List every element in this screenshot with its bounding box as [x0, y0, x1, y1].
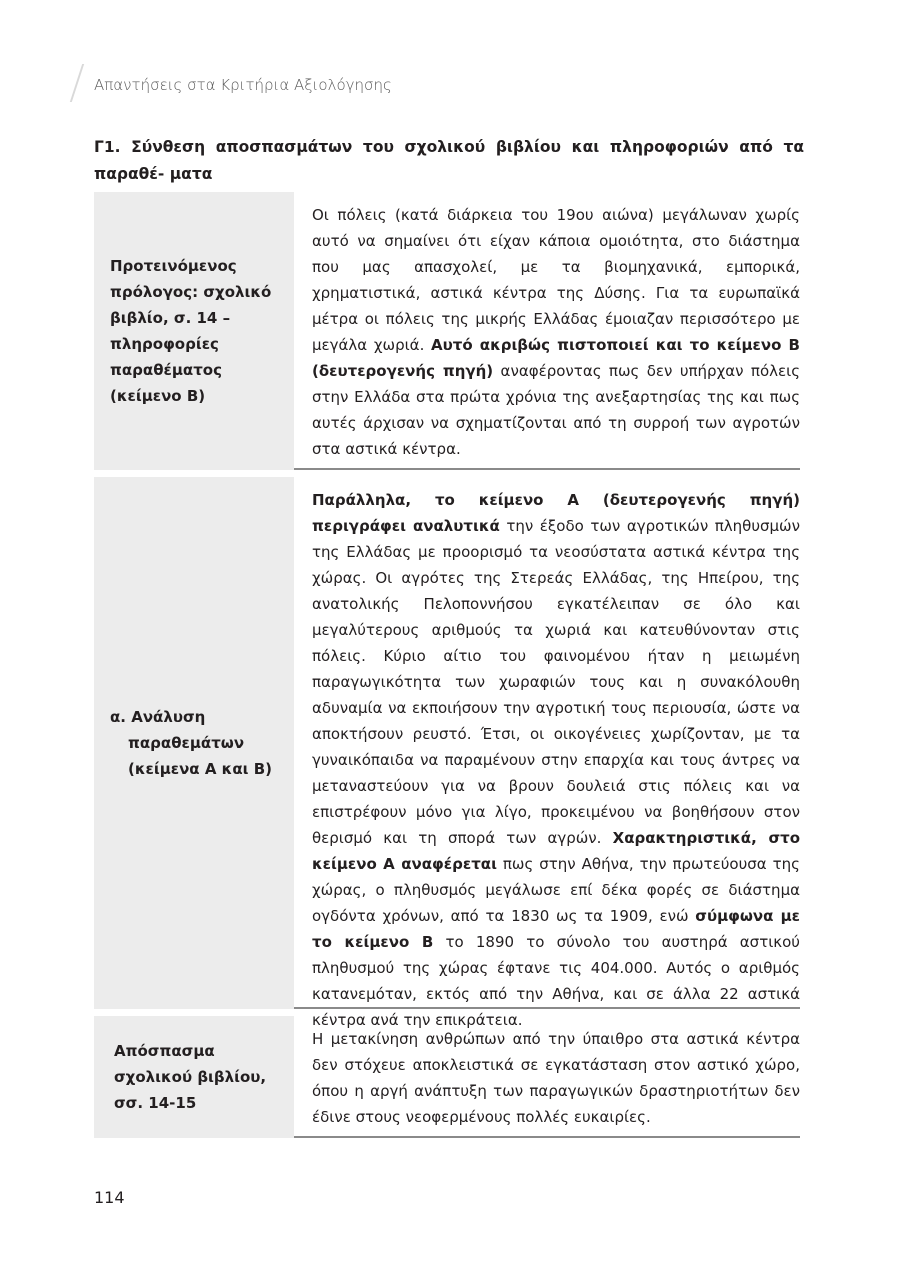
page-number: 114: [94, 1188, 125, 1207]
text-run: Οι πόλεις (κατά διάρκεια του 19ου αιώνα) μεγάλωναν χωρίς αυτό να σημαίνει ότι είχαν κάποια ομοιότητα, στο διάστημα που μας απασχολεί, με τα βιομηχανικά, εμπορικά, χρηματιστικά, αστικά κέντρα της Δύσης. Για τα ευρωπαϊκά μέτρα οι πόλεις της μικρής Ελλάδας έμοιαζαν περισσότερο με μεγάλα χωριά.: [312, 206, 800, 354]
row-content-cell: [294, 192, 800, 470]
table-row: [94, 1016, 800, 1138]
text-run: πως στην Αθήνα, την πρωτεύουσα της χώρας, ο πληθυσμός μεγάλωσε επί δέκα φορές σε διάστημα ογδόντα χρόνων, από τα 1830 ως τα 1909, ενώ: [312, 855, 800, 925]
emphasis-run: Παράλληλα, το κείμενο Α (δευτερογενής πηγή) περιγράφει αναλυτικά: [312, 491, 800, 535]
row-label-cell: [94, 1016, 294, 1138]
header-divider: [70, 64, 90, 102]
row-label: α. Ανάλυση παραθεμάτων (κείμενα Α και Β): [110, 708, 272, 778]
emphasis-run: σύμφωνα με το κείμενο Β: [312, 907, 800, 951]
row-label: Απόσπασμα σχολικού βιβλίου, σσ. 14-15: [114, 1042, 267, 1112]
row-label: Προτεινόμενος πρόλογος: σχολικό βιβλίο, σ. 14 – πληροφορίες παραθέματος (κείμενο Β): [110, 257, 272, 405]
table-row: [94, 477, 800, 1029]
row-label-cell: [94, 477, 294, 1009]
text-run: την έξοδο των αγροτικών πληθυσμών της Ελλάδας με προορισμό τα νεοσύστατα αστικά κέντρα της χώρας. Οι αγρότες της Στερεάς Ελλάδας, της Ηπείρου, της ανατολικής Πελοποννήσου εγκατέλειπαν σε όλο και μεγαλύτερους αριθμούς τα χωριά και κατευθύνονταν στις πόλεις. Κύριο αίτιο του φαινομένου ήταν η μειωμένη παραγωγικότητα των χωραφιών τους και η συνακόλουθη αδυναμία να εκποιήσουν την αγροτική τους περιουσία, ώστε να αποκτήσουν ρευστό. Έτσι, οι οικογένειες χωρίζονταν, με τα γυναικόπαιδα να παραμένουν στην επαρχία και τους άντρες να μεταναστεύουν για να βρουν δουλειά στις πόλεις και να επιστρέφουν μόνο για λίγο, προκειμένου να βοηθήσουν στον θερισμό και τη σπορά των αγρών.: [312, 517, 800, 847]
text-run: αναφέροντας πως δεν υπήρχαν πόλεις στην Ελλάδα στα πρώτα χρόνια της ανεξαρτησίας της και πως αυτές άρχισαν να σχηματίζονται από τη συρροή των αγροτών στα αστικά κέντρα.: [312, 362, 800, 458]
row-content-cell: [294, 1016, 800, 1138]
table-row: [94, 192, 800, 470]
emphasis-run: Αυτό ακριβώς πιστοποιεί και το κείμενο Β (δευτερογενής πηγή): [312, 336, 800, 380]
running-header: Απαντήσεις στα Κριτήρια Αξιολόγησης: [94, 76, 392, 94]
section-title: Γ1. Σύνθεση αποσπασμάτων του σχολικού βιβλίου και πληροφοριών από τα παραθέ- ματα: [94, 138, 804, 183]
text-run: Η μετακίνηση ανθρώπων από την ύπαιθρο στα αστικά κέντρα δεν στόχευε αποκλειστικά σε εγκατάσταση στον αστικό χώρο, όπου η αργή ανάπτυξη των παραγωγικών δραστηριοτήτων δεν έδινε στους νεοφερμένους πολλές ευκαιρίες.: [312, 1030, 800, 1126]
row-label-cell: [94, 192, 294, 470]
text-run: το 1890 το σύνολο του αυστηρά αστικού πληθυσμού της χώρας έφτανε τις 404.000. Αυτός ο αριθμός κατανεμόταν, εκτός από την Αθήνα, και σε άλλα 22 αστικά κέντρα ανά την επικράτεια.: [312, 933, 800, 1029]
emphasis-run: Χαρακτηριστικά, στο κείμενο Α αναφέρεται: [312, 829, 800, 873]
row-content-cell: [294, 477, 800, 1029]
